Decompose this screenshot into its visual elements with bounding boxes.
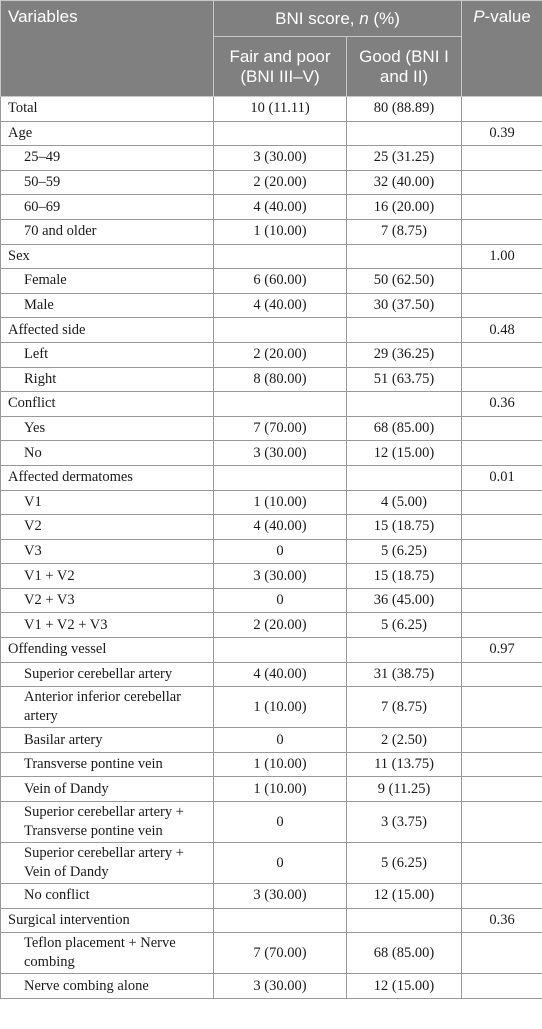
table-row	[1, 613, 542, 638]
table-row	[1, 687, 542, 728]
good-cell: 50 (62.50)	[347, 269, 462, 294]
row-label: Nerve combing alone	[1, 974, 214, 999]
p-value-cell	[462, 613, 542, 638]
good-cell: 68 (85.00)	[347, 416, 462, 441]
row-label: Conflict	[1, 392, 214, 417]
good-cell: 5 (6.25)	[347, 539, 462, 564]
fair-poor-cell	[214, 318, 347, 343]
good-cell	[347, 121, 462, 146]
section-row	[1, 244, 542, 269]
row-label: Sex	[1, 244, 214, 269]
row-label: 50–59	[1, 170, 214, 195]
fair-poor-cell: 1 (10.00)	[214, 219, 347, 244]
fair-poor-cell: 3 (30.00)	[214, 884, 347, 909]
p-value-cell	[462, 441, 542, 466]
good-cell: 9 (11.25)	[347, 777, 462, 802]
good-cell: 3 (3.75)	[347, 802, 462, 843]
good-cell: 12 (15.00)	[347, 441, 462, 466]
p-value-cell	[462, 884, 542, 909]
fair-poor-cell: 1 (10.00)	[214, 490, 347, 515]
row-label: Anterior inferior cerebellar artery	[1, 687, 214, 728]
row-label: Age	[1, 121, 214, 146]
row-label: Vein of Dandy	[1, 777, 214, 802]
good-cell	[347, 638, 462, 663]
header-bni-score	[214, 1, 462, 37]
p-value-cell	[462, 219, 542, 244]
table-row	[1, 843, 542, 884]
header-fair-poor-label: Fair and poor (BNI III–V)	[229, 46, 331, 86]
table-row	[1, 416, 542, 441]
section-row	[1, 318, 542, 343]
fair-poor-cell: 7 (70.00)	[214, 416, 347, 441]
row-label: V1	[1, 490, 214, 515]
section-row	[1, 392, 542, 417]
p-value-cell	[462, 146, 542, 171]
section-row	[1, 121, 542, 146]
table-body	[1, 97, 542, 999]
fair-poor-cell	[214, 638, 347, 663]
row-label: Offending vessel	[1, 638, 214, 663]
fair-poor-cell	[214, 465, 347, 490]
row-label: Yes	[1, 416, 214, 441]
fair-poor-cell	[214, 392, 347, 417]
good-cell	[347, 244, 462, 269]
fair-poor-cell: 0	[214, 588, 347, 613]
table-row	[1, 802, 542, 843]
header-variables	[1, 1, 214, 97]
p-value-cell: 0.36	[462, 392, 542, 417]
fair-poor-cell: 4 (40.00)	[214, 662, 347, 687]
table-row	[1, 539, 542, 564]
header-bni-n: n	[359, 8, 369, 28]
fair-poor-cell: 4 (40.00)	[214, 515, 347, 540]
table-row	[1, 588, 542, 613]
fair-poor-cell	[214, 244, 347, 269]
p-value-cell	[462, 802, 542, 843]
table-row	[1, 662, 542, 687]
fair-poor-cell: 2 (20.00)	[214, 613, 347, 638]
p-value-cell	[462, 293, 542, 318]
row-label: V3	[1, 539, 214, 564]
section-row	[1, 465, 542, 490]
table-row	[1, 195, 542, 220]
good-cell: 7 (8.75)	[347, 687, 462, 728]
table-row	[1, 219, 542, 244]
good-cell: 5 (6.25)	[347, 613, 462, 638]
p-value-cell	[462, 843, 542, 884]
row-label: No	[1, 441, 214, 466]
fair-poor-cell: 1 (10.00)	[214, 752, 347, 777]
header-good-label: Good (BNI I and II)	[359, 46, 449, 86]
p-value-cell: 0.48	[462, 318, 542, 343]
good-cell: 68 (85.00)	[347, 933, 462, 974]
header-bni-suffix: (%)	[368, 8, 400, 28]
header-p-suffix: -value	[484, 7, 531, 26]
p-value-cell: 0.01	[462, 465, 542, 490]
good-cell: 36 (45.00)	[347, 588, 462, 613]
fair-poor-cell: 0	[214, 728, 347, 753]
row-label: Total	[1, 97, 214, 122]
good-cell: 11 (13.75)	[347, 752, 462, 777]
fair-poor-cell: 2 (20.00)	[214, 170, 347, 195]
good-cell: 16 (20.00)	[347, 195, 462, 220]
p-value-cell: 0.36	[462, 908, 542, 933]
p-value-cell	[462, 662, 542, 687]
table-row	[1, 490, 542, 515]
header-fair-poor	[214, 37, 347, 97]
row-label: 60–69	[1, 195, 214, 220]
good-cell	[347, 465, 462, 490]
row-label: Male	[1, 293, 214, 318]
table-row	[1, 728, 542, 753]
row-label: Affected side	[1, 318, 214, 343]
p-value-cell	[462, 195, 542, 220]
row-label: Superior cerebellar artery	[1, 662, 214, 687]
good-cell: 2 (2.50)	[347, 728, 462, 753]
table-row	[1, 933, 542, 974]
table-row	[1, 367, 542, 392]
p-value-cell	[462, 367, 542, 392]
p-value-cell	[462, 269, 542, 294]
good-cell: 15 (18.75)	[347, 515, 462, 540]
row-label: Teflon placement + Nerve combing	[1, 933, 214, 974]
p-value-cell: 0.39	[462, 121, 542, 146]
fair-poor-cell: 3 (30.00)	[214, 441, 347, 466]
fair-poor-cell: 3 (30.00)	[214, 146, 347, 171]
good-cell: 29 (36.25)	[347, 342, 462, 367]
fair-poor-cell: 0	[214, 843, 347, 884]
p-value-cell	[462, 539, 542, 564]
fair-poor-cell: 0	[214, 539, 347, 564]
fair-poor-cell: 0	[214, 802, 347, 843]
good-cell: 51 (63.75)	[347, 367, 462, 392]
row-label: Affected dermatomes	[1, 465, 214, 490]
header-p-value	[462, 1, 542, 97]
fair-poor-cell: 10 (11.11)	[214, 97, 347, 122]
table-row	[1, 97, 542, 122]
good-cell: 7 (8.75)	[347, 219, 462, 244]
p-value-cell	[462, 687, 542, 728]
row-label: Superior cerebellar artery + Vein of Dandy	[1, 843, 214, 884]
p-value-cell	[462, 97, 542, 122]
good-cell	[347, 318, 462, 343]
row-label: 25–49	[1, 146, 214, 171]
p-value-cell: 1.00	[462, 244, 542, 269]
section-row	[1, 638, 542, 663]
table-row	[1, 752, 542, 777]
section-row	[1, 908, 542, 933]
header-variables-label: Variables	[8, 7, 78, 26]
table-row	[1, 146, 542, 171]
good-cell: 12 (15.00)	[347, 884, 462, 909]
row-label: 70 and older	[1, 219, 214, 244]
row-label: Basilar artery	[1, 728, 214, 753]
table-row	[1, 170, 542, 195]
good-cell: 5 (6.25)	[347, 843, 462, 884]
table-row	[1, 884, 542, 909]
header-bni-prefix: BNI score,	[275, 8, 360, 28]
table-row	[1, 777, 542, 802]
table-row	[1, 441, 542, 466]
good-cell: 12 (15.00)	[347, 974, 462, 999]
good-cell: 25 (31.25)	[347, 146, 462, 171]
row-label: Right	[1, 367, 214, 392]
p-value-cell	[462, 974, 542, 999]
good-cell: 31 (38.75)	[347, 662, 462, 687]
fair-poor-cell: 3 (30.00)	[214, 564, 347, 589]
p-value-cell	[462, 342, 542, 367]
fair-poor-cell	[214, 908, 347, 933]
good-cell: 4 (5.00)	[347, 490, 462, 515]
row-label: Transverse pontine vein	[1, 752, 214, 777]
row-label: V1 + V2	[1, 564, 214, 589]
table-row	[1, 564, 542, 589]
row-label: Superior cerebellar artery + Transverse pontine vein	[1, 802, 214, 843]
fair-poor-cell: 1 (10.00)	[214, 687, 347, 728]
fair-poor-cell	[214, 121, 347, 146]
row-label: V2	[1, 515, 214, 540]
p-value-cell	[462, 728, 542, 753]
header-good	[347, 37, 462, 97]
good-cell: 80 (88.89)	[347, 97, 462, 122]
good-cell	[347, 392, 462, 417]
header-p-italic: P	[473, 7, 485, 26]
fair-poor-cell: 4 (40.00)	[214, 293, 347, 318]
fair-poor-cell: 3 (30.00)	[214, 974, 347, 999]
p-value-cell	[462, 933, 542, 974]
row-label: V2 + V3	[1, 588, 214, 613]
table-row	[1, 293, 542, 318]
p-value-cell	[462, 777, 542, 802]
table-row	[1, 515, 542, 540]
table-row	[1, 974, 542, 999]
p-value-cell	[462, 515, 542, 540]
row-label: V1 + V2 + V3	[1, 613, 214, 638]
fair-poor-cell: 2 (20.00)	[214, 342, 347, 367]
row-label: No conflict	[1, 884, 214, 909]
good-cell: 30 (37.50)	[347, 293, 462, 318]
good-cell: 15 (18.75)	[347, 564, 462, 589]
fair-poor-cell: 8 (80.00)	[214, 367, 347, 392]
p-value-cell	[462, 416, 542, 441]
good-cell: 32 (40.00)	[347, 170, 462, 195]
table-row	[1, 342, 542, 367]
fair-poor-cell: 6 (60.00)	[214, 269, 347, 294]
fair-poor-cell: 1 (10.00)	[214, 777, 347, 802]
row-label: Left	[1, 342, 214, 367]
p-value-cell	[462, 490, 542, 515]
row-label: Female	[1, 269, 214, 294]
good-cell	[347, 908, 462, 933]
table-header	[1, 1, 542, 97]
fair-poor-cell: 4 (40.00)	[214, 195, 347, 220]
p-value-cell	[462, 752, 542, 777]
table-row	[1, 269, 542, 294]
row-label: Surgical intervention	[1, 908, 214, 933]
p-value-cell	[462, 588, 542, 613]
p-value-cell: 0.97	[462, 638, 542, 663]
fair-poor-cell: 7 (70.00)	[214, 933, 347, 974]
p-value-cell	[462, 564, 542, 589]
p-value-cell	[462, 170, 542, 195]
